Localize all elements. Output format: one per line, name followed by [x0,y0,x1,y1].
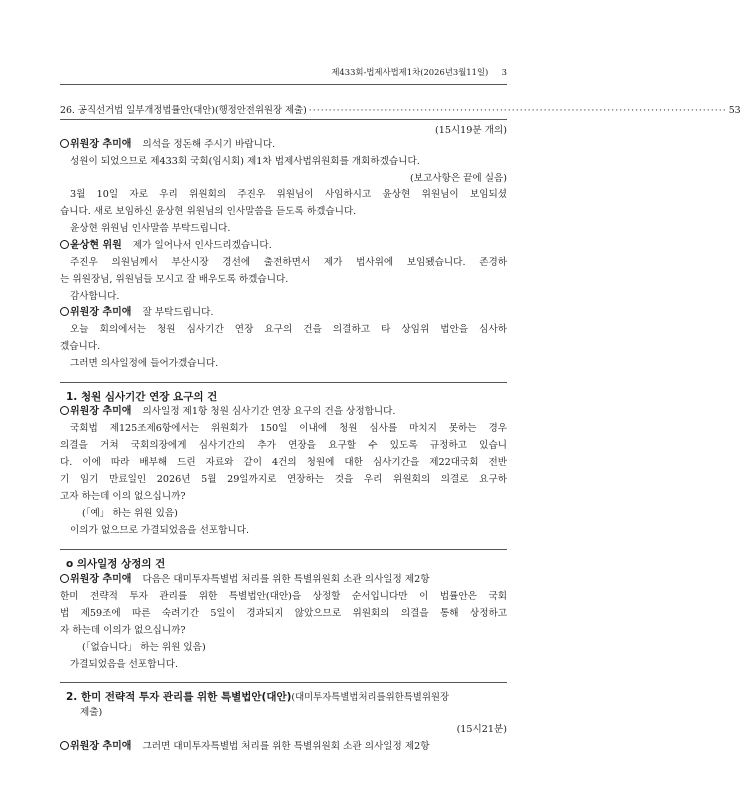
section-time: (15시21분) [456,724,507,735]
section-title-text: o 의사일정 상정의 건 [66,558,166,570]
header-rule [60,84,507,85]
report-note: (보고사항은 끝에 실음) [410,173,507,184]
speaker-circle-icon [60,240,69,249]
speaker-circle-icon [60,574,69,583]
speaker-role: 위원장 추미애 [70,139,132,150]
paragraph-line: 오늘 회의에서는 청원 심사기간 연장 요구의 건을 의결하고 타 상임위 법안을 심사하 [70,324,507,335]
paragraph-line: 다. 이에 따라 배부해 드린 자료와 같이 4건의 청원에 대한 심사기간을 제22대국회 전반 [60,457,507,468]
section-title-suffix: (대미투자특별법처리를위한특별위원장 [291,692,450,703]
paragraph-line: 윤상현 위원님 인사말씀 부탁드립니다. [70,223,231,234]
speech-text: 그러면 대미투자특별법 처리를 위한 특별위원회 소관 의사일정 제2항 [142,741,430,752]
speaker-role: 위원장 추미애 [70,406,132,417]
paragraph-line: 감사합니다. [70,291,120,302]
section-rule [60,549,507,550]
speaker-role: 위원장 추미애 [70,307,132,318]
speech-text: 의사일정 제1항 청원 심사기간 연장 요구의 건을 상정합니다. [142,406,396,417]
member-response: (「예」 하는 위원 있음) [82,508,178,519]
section-title [60,556,507,571]
paragraph-line: 겠습니다. [60,341,101,352]
paragraph-line: 주진우 의원님께서 부산시장 경선에 출전하면서 제가 법사위에 보임됐습니다. 존경하 [70,257,507,268]
speech-line [60,138,507,152]
paragraph-line: 국회법 제125조제6항에서는 위원회가 150일 이내에 청원 심사를 마치지 못하는 경우 [70,423,507,434]
speaker-circle-icon [60,741,69,750]
speech-line [60,405,507,419]
speaker-circle-icon [60,307,69,316]
paragraph-line: 기 임기 만료일인 2026년 5월 29일까지로 연장하는 것을 우리 위원회의 의결로 요구하 [60,474,507,485]
section-title [60,389,507,404]
toc-rule [60,119,507,120]
paragraph-line: 그러면 의사일정에 들어가겠습니다. [70,358,219,369]
paragraph-line: 법 제59조에 따른 숙려기간 5일이 경과되지 않았으므로 위원회의 의결을 통해 상정하고 [60,608,507,619]
speaker-role: 윤상현 위원 [70,240,122,251]
speaker-circle-icon [60,139,69,148]
section-rule [60,682,507,683]
speech-line [60,239,507,253]
member-response: (「없습니다」 하는 위원 있음) [82,642,206,653]
speaker-role: 위원장 추미애 [70,741,132,752]
speaker-circle-icon [60,406,69,415]
toc-dots: ········································································································· [308,105,727,116]
document-page [60,0,741,800]
paragraph-line: 한미 전략적 투자 관리를 위한 특별법안(대안)을 상정할 순서입니다만 이 법률안은 국회 [60,591,507,602]
toc-item: 26. 공직선거법 일부개정법률안(대안)(행정안전위원장 제출) [60,105,307,116]
section-title-text: 2. 한미 전략적 투자 관리를 위한 특별법안(대안) [66,691,292,703]
toc-entry [60,102,741,116]
open-time: (15시19분 개의) [434,125,507,136]
paragraph-line: 이의가 없으므로 가결되었음을 선포합니다. [70,525,250,536]
paragraph-line: 의결을 거쳐 국회의장에게 심사기간의 추가 연장을 요구할 수 있도록 규정하고 있습니 [60,440,507,451]
speech-line [60,573,507,587]
paragraph-line: 가결되었음을 선포합니다. [70,659,179,670]
section-title [60,689,507,704]
paragraph-line: 자 하는데 이의가 없으십니까? [60,625,186,636]
speech-text: 잘 부탁드립니다. [142,307,214,318]
speech-line [60,306,507,320]
speech-text: 다음은 대미투자특별법 처리를 위한 특별위원회 소관 의사일정 제2항 [142,574,430,585]
page-number: 3 [501,67,507,77]
paragraph-line: 는 위원장님, 위원님들 모시고 잘 배우도록 하겠습니다. [60,274,289,285]
toc-page: 53 [728,105,741,116]
paragraph-line: 3월 10일 자로 우리 위원회의 주진우 위원님이 사임하시고 윤상현 위원님이 보임되셨 [70,189,507,200]
paragraph-line: 습니다. 새로 보임하신 윤상현 위원님의 인사말씀을 듣도록 하겠습니다. [60,206,357,217]
speaker-role: 위원장 추미애 [70,574,132,585]
section-title-text: 1. 청원 심사기간 연장 요구의 건 [66,391,218,403]
running-header [331,66,507,78]
section-rule [60,382,507,383]
speech-line [60,740,507,754]
paragraph-line: 성원이 되었으므로 제433회 국회(임시회) 제1차 법제사법위원회를 개회하겠습니다. [70,156,420,167]
running-title: 제433회-법제사법제1차(2026년3월11일) [331,67,489,77]
speech-text: 제가 일어나서 인사드리겠습니다. [132,240,272,251]
paragraph-line: 고자 하는데 이의 없으십니까? [60,491,186,502]
speech-text: 의석을 정돈해 주시기 바랍니다. [142,139,276,150]
section-title-continued: 제출) [80,707,103,718]
